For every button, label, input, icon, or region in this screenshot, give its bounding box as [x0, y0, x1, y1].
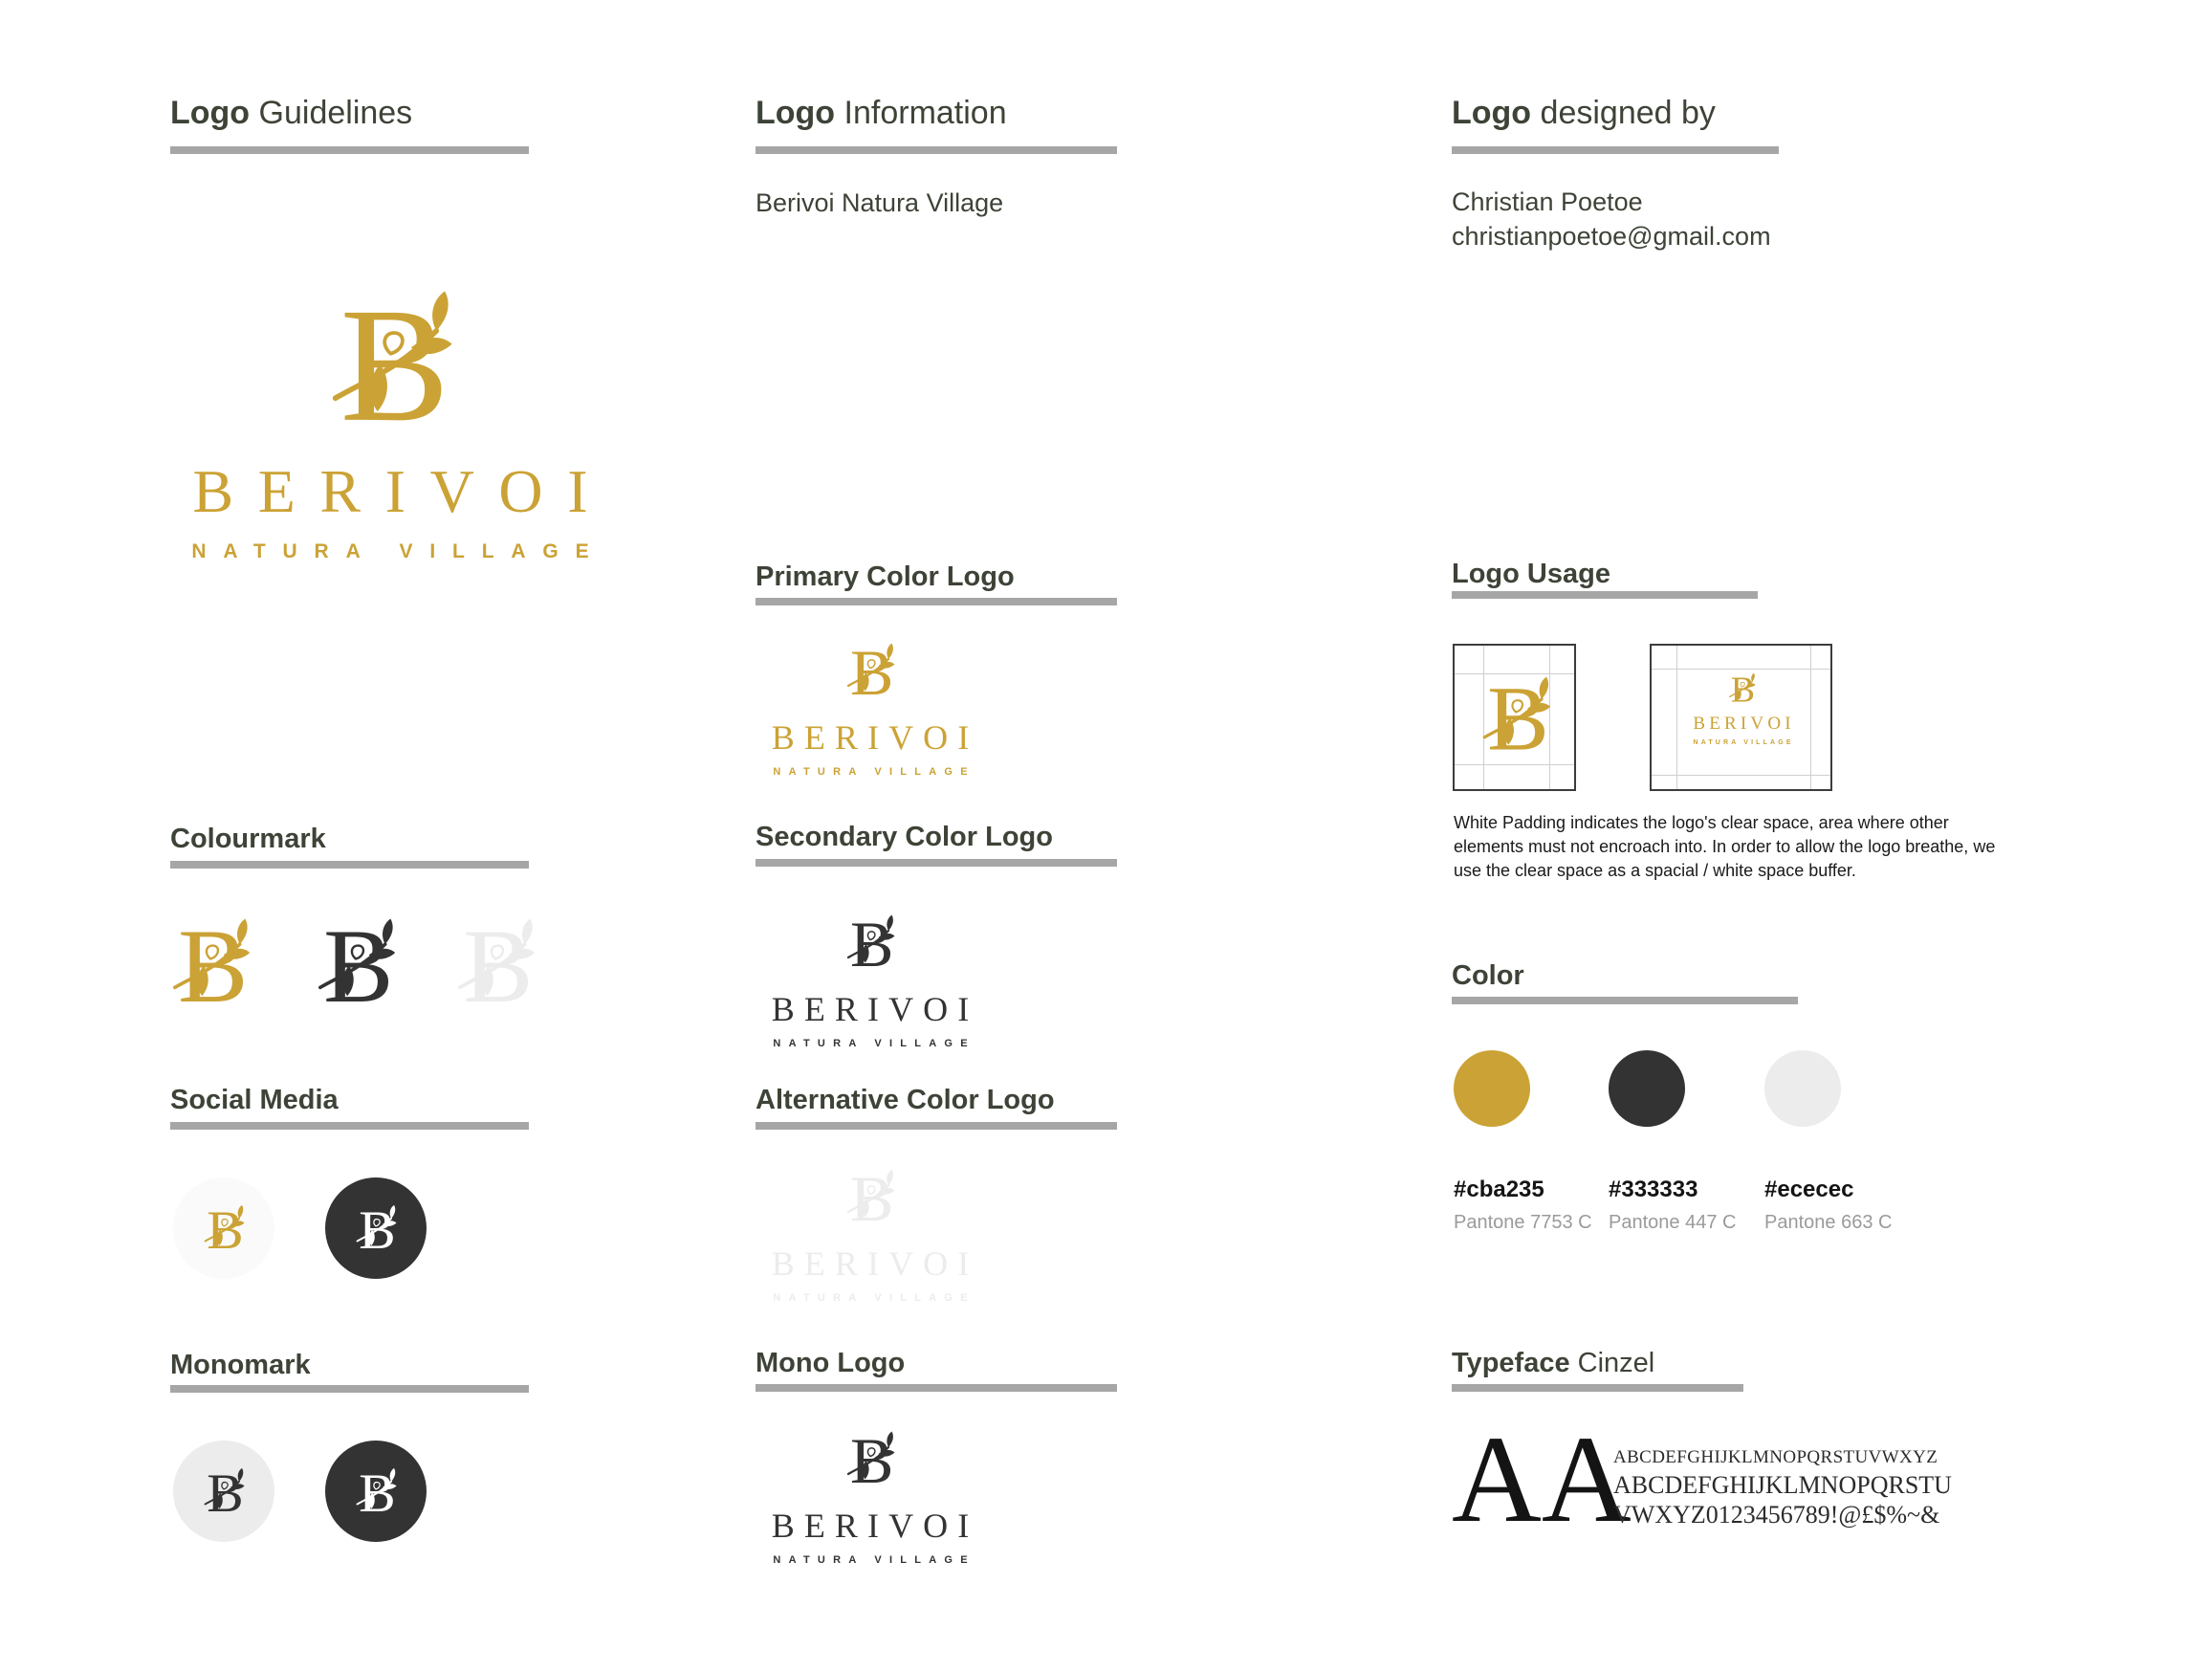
berivoi-monogram-icon — [845, 639, 895, 702]
typeface-specimen-aa: AA — [1452, 1411, 1632, 1549]
berivoi-monogram-icon — [203, 1464, 245, 1518]
berivoi-monogram-icon — [845, 1165, 895, 1228]
info-title-bold: Logo — [756, 95, 836, 131]
clear-space-description: White Padding indicates the logo's clear space, area where other elements must not encroach into. In order to allow the logo breathe, we use the clear space as a spacial / white space buffer. — [1454, 813, 1996, 880]
swatch-circle — [1609, 1050, 1685, 1127]
brand-wordmark: BERIVOI — [771, 1507, 979, 1545]
brand-tagline: NATURA VILLAGE — [773, 1038, 975, 1049]
typeface-alphabet-sample — [1613, 1444, 1952, 1529]
primary-logo-heading: Primary Color Logo — [756, 561, 1015, 592]
swatch-circle — [1454, 1050, 1530, 1127]
alternative-color-logo — [756, 1165, 985, 1304]
brand-wordmark: BERIVOI — [771, 718, 979, 757]
social-avatar-light — [173, 1177, 274, 1279]
mono-logo-heading: Mono Logo — [756, 1348, 906, 1378]
swatch-pantone: Pantone 447 C — [1609, 1212, 1737, 1233]
column-logo-guidelines — [170, 0, 706, 1672]
mini-brand-logo — [1672, 671, 1812, 746]
alphabet-line: ABCDEFGHIJKLMNOPQRSTU — [1613, 1471, 1952, 1499]
brand-wordmark: BERIVOI — [771, 990, 979, 1028]
brand-tagline: NATURA VILLAGE — [773, 1292, 975, 1304]
clear-space-diagram-lockup — [1650, 644, 1832, 791]
brand-wordmark: BERIVOI — [1693, 714, 1795, 734]
column-logo-designed-by — [1452, 0, 2064, 1672]
swatch-pantone: Pantone 663 C — [1764, 1212, 1893, 1233]
colourmark-heading: Colourmark — [170, 824, 326, 854]
swatch-hex: #333333 — [1609, 1177, 1698, 1202]
column-logo-information — [756, 0, 1167, 1672]
section-divider — [756, 1384, 1117, 1392]
section-divider — [1452, 146, 1779, 154]
primary-brand-logo — [170, 280, 613, 563]
page-title — [170, 94, 412, 132]
section-divider — [170, 1122, 529, 1130]
grid-line — [1652, 669, 1830, 670]
section-divider — [170, 1385, 529, 1393]
section-divider — [170, 861, 529, 869]
berivoi-monogram-icon — [455, 912, 536, 1014]
brand-tagline: NATURA VILLAGE — [191, 540, 606, 562]
berivoi-monogram-icon — [355, 1201, 397, 1255]
berivoi-monogram-icon — [1480, 671, 1551, 760]
section-divider — [756, 598, 1117, 605]
monomark-badge-dark — [325, 1441, 427, 1542]
designer-title-rest: designed by — [1540, 95, 1716, 131]
section-divider — [756, 146, 1117, 154]
monomark-heading: Monomark — [170, 1350, 311, 1380]
color-heading: Color — [1452, 960, 1524, 991]
berivoi-monogram-icon — [845, 911, 895, 974]
berivoi-monogram-icon — [328, 280, 453, 439]
page-title-bold: Logo — [170, 95, 251, 131]
brand-tagline: NATURA VILLAGE — [1693, 739, 1794, 746]
page-title-rest: Guidelines — [258, 95, 413, 131]
secondary-color-logo — [756, 911, 985, 1049]
typeface-name: Cinzel — [1577, 1348, 1655, 1378]
grid-line — [1455, 764, 1574, 765]
designer-email: christianpoetoe@gmail.com — [1452, 222, 1771, 251]
grid-line — [1652, 775, 1830, 776]
section-divider — [756, 1122, 1117, 1130]
brand-tagline: NATURA VILLAGE — [773, 1554, 975, 1566]
designer-name: Christian Poetoe — [1452, 187, 1643, 216]
typeface-heading — [1452, 1347, 1654, 1379]
section-divider — [1452, 997, 1798, 1004]
secondary-logo-heading: Secondary Color Logo — [756, 822, 1053, 852]
color-swatch-dark — [1609, 1050, 1736, 1234]
berivoi-monogram-icon — [170, 912, 251, 1014]
swatch-hex: #ececec — [1764, 1177, 1854, 1202]
mono-logo — [756, 1427, 985, 1566]
alphabet-line: VWXYZ0123456789!@£$%~& — [1613, 1501, 1940, 1529]
berivoi-monogram-icon — [316, 912, 396, 1014]
section-divider — [1452, 1384, 1743, 1392]
section-divider — [1452, 591, 1758, 599]
designer-title — [1452, 94, 1716, 132]
social-avatar-dark — [325, 1177, 427, 1279]
berivoi-monogram-icon — [355, 1464, 397, 1518]
brand-wordmark: BERIVOI — [192, 457, 613, 525]
info-title-rest: Information — [843, 95, 1007, 131]
designer-info — [1452, 185, 1771, 253]
section-divider — [170, 146, 529, 154]
section-divider — [756, 859, 1117, 867]
typeface-heading-bold: Typeface — [1452, 1348, 1570, 1378]
logo-usage-heading: Logo Usage — [1452, 559, 1610, 589]
alternative-logo-heading: Alternative Color Logo — [756, 1085, 1055, 1115]
alphabet-line: ABCDEFGHIJKLMNOPQRSTUVWXYZ — [1613, 1447, 1938, 1467]
designer-title-bold: Logo — [1452, 95, 1532, 131]
brand-wordmark: BERIVOI — [771, 1244, 979, 1283]
berivoi-monogram-icon — [845, 1427, 895, 1490]
clear-space-diagram-mark — [1453, 644, 1576, 791]
swatch-pantone: Pantone 7753 C — [1454, 1212, 1592, 1233]
color-swatch-light — [1764, 1050, 1892, 1234]
color-swatch-gold — [1454, 1050, 1592, 1234]
info-title — [756, 94, 1007, 132]
monomark-badge-light — [173, 1441, 274, 1542]
berivoi-monogram-icon — [1728, 671, 1756, 706]
berivoi-monogram-icon — [203, 1201, 245, 1255]
swatch-circle — [1764, 1050, 1841, 1127]
swatch-hex: #cba235 — [1454, 1177, 1544, 1202]
primary-color-logo — [756, 639, 985, 778]
brand-tagline: NATURA VILLAGE — [773, 766, 975, 778]
social-media-heading: Social Media — [170, 1085, 339, 1115]
brand-name-text: Berivoi Natura Village — [756, 188, 1004, 217]
